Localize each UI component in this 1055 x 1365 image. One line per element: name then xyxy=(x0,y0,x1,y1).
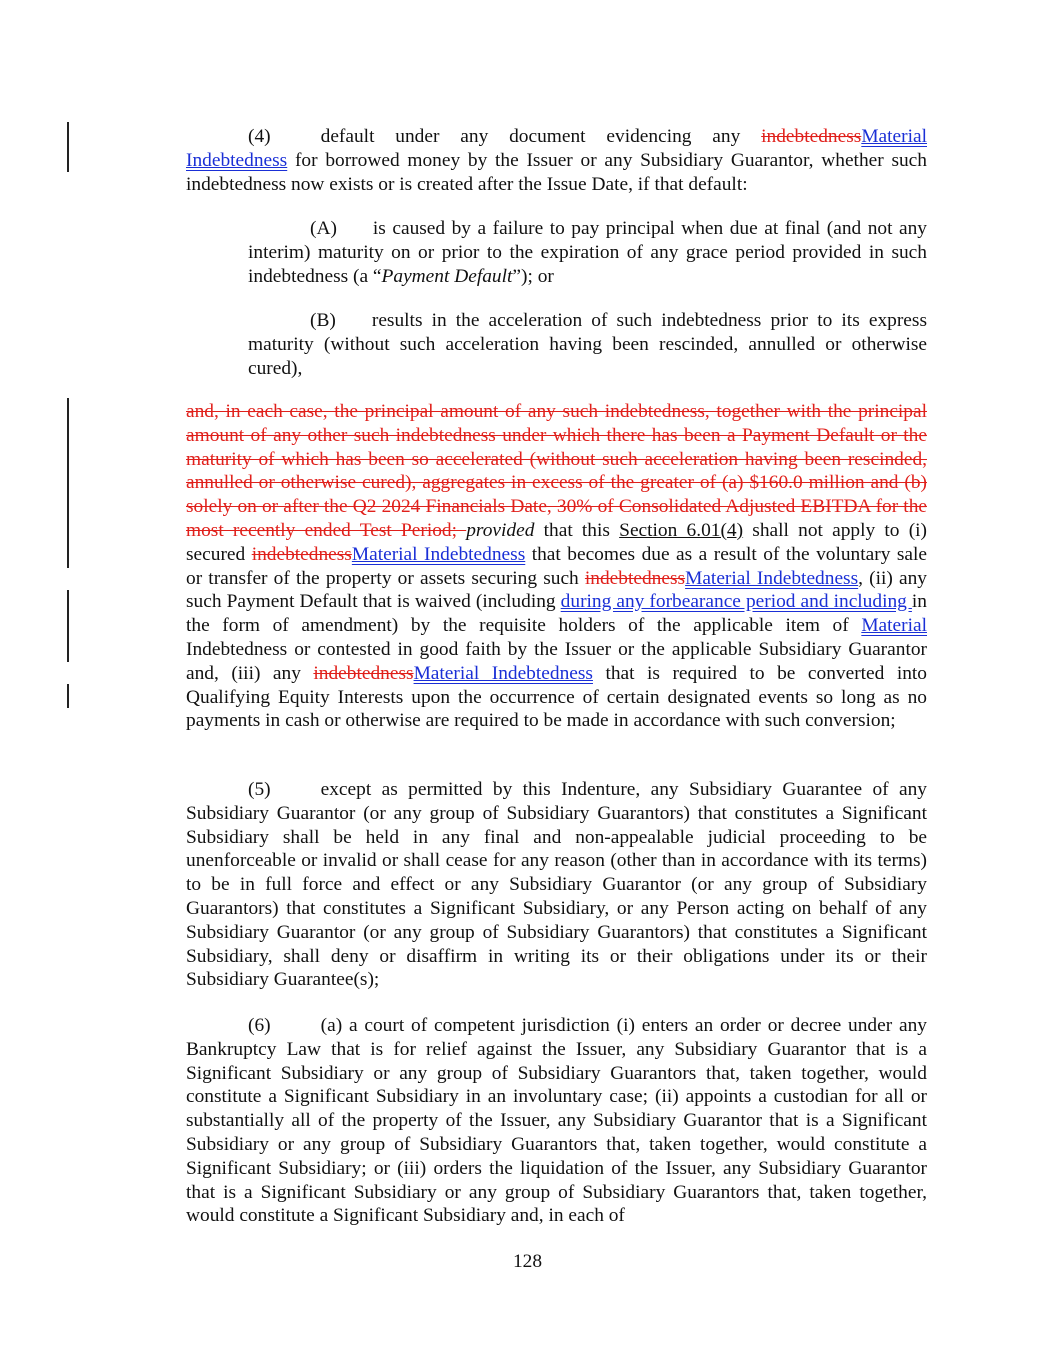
inserted-text: Material xyxy=(861,615,927,637)
inserted-text: during any forbearance period and including xyxy=(560,591,912,613)
deleted-text: indebtedness xyxy=(761,126,862,147)
inserted-text: Material Indebtedness xyxy=(685,567,859,589)
deleted-text: indebtedness xyxy=(251,543,352,565)
paragraph-6: (6) (a) a court of competent jurisdiction (i) enters an order or decree under any Bankruptcy Law that is for relief against the Issuer, any Subsidiary Guarantor that is a Significant Subsidiary or any group of Subsidiary Guarantors that, taken together, would constitute a Significant Subsidiary in an involuntary case; (ii) appoints a custodian for all or substantially all of the property of the Issuer, any Subsidiary Guarantor that is a Significant Subsidiary or any group of Subsidiary Guarantors that, taken together, would constitute a Significant Subsidiary; or (iii) orders the liquidation of the Issuer, any Subsidiary Guarantor that is a Significant Subsidiary or any group of Subsidiary Guarantors that, taken together, would constitute a Significant Subsidiary and, in each of xyxy=(186,1015,927,1227)
change-bar xyxy=(67,398,69,568)
paragraph-5: (5) except as permitted by this Indenture, any Subsidiary Guarantee of any Subsidiary Guarantor (or any group of Subsidiary Guarantors) that constitutes a Significant Subsidiary shall be held in any final and non-appealable judicial proceeding to be unenforceable or invalid or shall cease for any reason (other than in accordance with its terms) to be in full force and effect or any Subsidiary Guarantor (or any group of Subsidiary Guarantors) that constitutes a Significant Subsidiary, or any Person acting on behalf of any Subsidiary Guarantor (or any group of Subsidiary Guarantors) that constitutes a Significant Subsidiary, shall deny or disaffirm in writing its or their obligations under its or their Subsidiary Guarantee(s); xyxy=(186,779,927,991)
page-number: 128 xyxy=(512,1251,543,1272)
deleted-text: indebtedness xyxy=(313,662,414,684)
paragraph-4-tail: and, in each case, the principal amount of any such indebtedness, together with the principal amount of any other such indebtedness under which there has been a Payment Default or the maturity of which has been so accelerated (without such acceleration having been rescinded, annulled or otherwise cured), aggregates in excess of the greater of (a) $160.0 million and (b) solely on or after the Q2 2024 Financials Date, 30% of Consolidated Adjusted EBITDA for the most recently ended Test Period; provided that this Section 6.01(4) shall not apply to (i) secured indebtednessMaterial Indebtedness that becomes due as a result of the voluntary sale or transfer of the property or assets securing such indebtednessMaterial Indebtedness, (ii) any such Payment Default that is waived (including during any forbearance period and including in the form of amendment) by the requisite holders of the applicable item of Material Indebtedness or contested in good faith by the Issuer or the applicable Subsidiary Guarantor and, (iii) any indebtednessMaterial Indebtedness that is required to be converted into Qualifying Equity Interests upon the occurrence of certain designated events so long as no payments in cash or otherwise are required to be made in accordance with such conversion; xyxy=(186,401,928,732)
change-bar xyxy=(67,122,69,172)
change-bar xyxy=(67,590,69,662)
deleted-text: indebtedness xyxy=(584,567,686,589)
inserted-text: Material Indebtedness xyxy=(413,662,593,684)
paragraph-6-number: (6) xyxy=(248,1015,271,1036)
change-bar xyxy=(67,684,69,708)
inserted-text: Material Indebtedness xyxy=(351,543,526,565)
paragraph-B-number: (B) xyxy=(310,310,336,331)
paragraph-4B: (B) results in the acceleration of such indebtedness prior to its express maturity (without such acceleration having been rescinded, annulled or otherwise cured), xyxy=(248,310,927,379)
deleted-text: and, in each case, the principal amount of any such indebtedness, together with the principal amount of any other such indebtedness under which there has been a Payment Default or the maturity of which has been so accelerated (without such acceleration having been rescinded, annulled or otherwise cured), aggregates in excess of the greater of (a) $160.0 million and (b) solely on or after the Q2 2024 Financials Date, 30% of Consolidated Adjusted EBITDA for the most recently ended Test Period; xyxy=(186,401,927,541)
paragraph-4-number: (4) xyxy=(248,126,271,147)
paragraph-5-number: (5) xyxy=(248,779,271,800)
inserted-text: Material Indebtedness xyxy=(186,126,927,171)
paragraph-A-number: (A) xyxy=(310,218,337,239)
defined-term: Payment Default xyxy=(381,265,513,287)
provided-term: provided xyxy=(466,519,535,541)
paragraph-4A: (A) is caused by a failure to pay principal when due at final (and not any interim) maturity on or prior to the expiration of any grace period provided in such indebtedness (a “Payment Default”); or xyxy=(248,218,927,287)
paragraph-4: (4) default under any document evidencing any indebtednessMaterial Indebtedness for borrowed money by the Issuer or any Subsidiary Guarantor, whether such indebtedness now exists or is created after the Issue Date, if that default: xyxy=(186,126,927,195)
section-cross-reference[interactable]: Section 6.01(4) xyxy=(619,519,744,541)
